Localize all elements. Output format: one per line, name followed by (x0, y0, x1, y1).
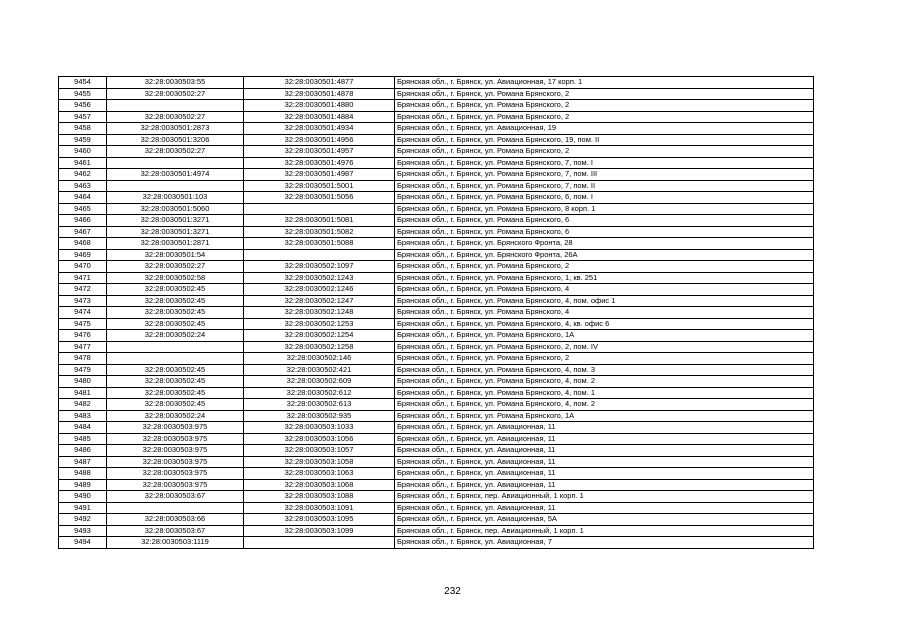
table-row (59, 537, 814, 549)
object-cadastral-number-cell (244, 249, 395, 261)
object-cadastral-number-cell: 32:28:0030502:935 (244, 410, 395, 422)
row-number-cell: 9488 (59, 468, 107, 480)
table-row (59, 330, 814, 342)
address-cell: Брянская обл., г. Брянск, ул. Романа Брянского, 7, пом. II (395, 180, 814, 192)
object-cadastral-number-cell: 32:28:0030501:4884 (244, 111, 395, 123)
row-number-cell: 9481 (59, 387, 107, 399)
land-plot-cadastral-number-cell: 32:28:0030502:58 (107, 272, 244, 284)
row-number-cell: 9487 (59, 456, 107, 468)
table-row (59, 157, 814, 169)
land-plot-cadastral-number-cell: 32:28:0030501:103 (107, 192, 244, 204)
address-cell: Брянская обл., г. Брянск, ул. Авиационная, 11 (395, 456, 814, 468)
row-number-cell: 9470 (59, 261, 107, 273)
table-row (59, 468, 814, 480)
row-number-cell: 9455 (59, 88, 107, 100)
land-plot-cadastral-number-cell: 32:28:0030503:975 (107, 468, 244, 480)
address-cell: Брянская обл., г. Брянск, ул. Романа Брянского, 1, кв. 251 (395, 272, 814, 284)
table-row (59, 445, 814, 457)
address-cell: Брянская обл., г. Брянск, ул. Романа Брянского, 2 (395, 88, 814, 100)
address-cell: Брянская обл., г. Брянск, ул. Романа Брянского, 19, пом. II (395, 134, 814, 146)
table-row (59, 422, 814, 434)
object-cadastral-number-cell: 32:28:0030501:5056 (244, 192, 395, 204)
table-row (59, 134, 814, 146)
table-row (59, 318, 814, 330)
object-cadastral-number-cell: 32:28:0030502:421 (244, 364, 395, 376)
row-number-cell: 9460 (59, 146, 107, 158)
land-plot-cadastral-number-cell: 32:28:0030502:24 (107, 410, 244, 422)
page-number: 232 (444, 586, 461, 597)
land-plot-cadastral-number-cell: 32:28:0030502:27 (107, 88, 244, 100)
address-cell: Брянская обл., г. Брянск, ул. Романа Брянского, 7, пом. III (395, 169, 814, 181)
table-row (59, 123, 814, 135)
table-row (59, 399, 814, 411)
object-cadastral-number-cell (244, 203, 395, 215)
row-number-cell: 9484 (59, 422, 107, 434)
land-plot-cadastral-number-cell: 32:28:0030501:2873 (107, 123, 244, 135)
land-plot-cadastral-number-cell: 32:28:0030503:67 (107, 525, 244, 537)
address-cell: Брянская обл., г. Брянск, ул. Романа Брянского, 2 (395, 261, 814, 273)
address-cell: Брянская обл., г. Брянск, ул. Романа Брянского, 2, пом. IV (395, 341, 814, 353)
land-plot-cadastral-number-cell: 32:28:0030502:45 (107, 376, 244, 388)
table-row (59, 387, 814, 399)
object-cadastral-number-cell: 32:28:0030501:4987 (244, 169, 395, 181)
table-row (59, 479, 814, 491)
row-number-cell: 9463 (59, 180, 107, 192)
address-cell: Брянская обл., г. Брянск, ул. Романа Брянского, 6 (395, 215, 814, 227)
land-plot-cadastral-number-cell: 32:28:0030503:975 (107, 445, 244, 457)
address-cell: Брянская обл., г. Брянск, пер. Авиационный, 1 корп. 1 (395, 525, 814, 537)
land-plot-cadastral-number-cell: 32:28:0030502:45 (107, 295, 244, 307)
row-number-cell: 9482 (59, 399, 107, 411)
address-cell: Брянская обл., г. Брянск, ул. Авиационная, 5А (395, 514, 814, 526)
address-cell: Брянская обл., г. Брянск, пер. Авиационный, 1 корп. 1 (395, 491, 814, 503)
address-cell: Брянская обл., г. Брянск, ул. Брянского Фронта, 28 (395, 238, 814, 250)
object-cadastral-number-cell: 32:28:0030501:4976 (244, 157, 395, 169)
row-number-cell: 9493 (59, 525, 107, 537)
table-row (59, 215, 814, 227)
table-row (59, 272, 814, 284)
address-cell: Брянская обл., г. Брянск, ул. Авиационная, 11 (395, 479, 814, 491)
land-plot-cadastral-number-cell: 32:28:0030502:27 (107, 261, 244, 273)
land-plot-cadastral-number-cell (107, 180, 244, 192)
address-cell: Брянская обл., г. Брянск, ул. Романа Брянского, 7, пом. I (395, 157, 814, 169)
land-plot-cadastral-number-cell (107, 341, 244, 353)
row-number-cell: 9474 (59, 307, 107, 319)
table-row (59, 364, 814, 376)
object-cadastral-number-cell: 32:28:0030503:1063 (244, 468, 395, 480)
table-row (59, 353, 814, 365)
address-cell: Брянская обл., г. Брянск, ул. Романа Брянского, 4, пом. 1 (395, 387, 814, 399)
address-cell: Брянская обл., г. Брянск, ул. Романа Брянского, 6, пом. I (395, 192, 814, 204)
row-number-cell: 9475 (59, 318, 107, 330)
address-cell: Брянская обл., г. Брянск, ул. Брянского Фронта, 26А (395, 249, 814, 261)
address-cell: Брянская обл., г. Брянск, ул. Романа Брянского, 4, пом. офис 1 (395, 295, 814, 307)
land-plot-cadastral-number-cell: 32:28:0030501:3206 (107, 134, 244, 146)
land-plot-cadastral-number-cell: 32:28:0030501:3271 (107, 215, 244, 227)
land-plot-cadastral-number-cell: 32:28:0030502:24 (107, 330, 244, 342)
address-cell: Брянская обл., г. Брянск, ул. Романа Брянского, 4, пом. 2 (395, 376, 814, 388)
table-row (59, 238, 814, 250)
row-number-cell: 9467 (59, 226, 107, 238)
row-number-cell: 9454 (59, 77, 107, 89)
address-cell: Брянская обл., г. Брянск, ул. Романа Брянского, 1А (395, 330, 814, 342)
address-cell: Брянская обл., г. Брянск, ул. Авиационная, 11 (395, 502, 814, 514)
address-cell: Брянская обл., г. Брянск, ул. Романа Брянского, 2 (395, 100, 814, 112)
row-number-cell: 9476 (59, 330, 107, 342)
table-row (59, 77, 814, 89)
row-number-cell: 9494 (59, 537, 107, 549)
table-row (59, 525, 814, 537)
land-plot-cadastral-number-cell: 32:28:0030502:45 (107, 387, 244, 399)
object-cadastral-number-cell: 32:28:0030502:1097 (244, 261, 395, 273)
land-plot-cadastral-number-cell: 32:28:0030502:45 (107, 364, 244, 376)
land-plot-cadastral-number-cell: 32:28:0030501:2871 (107, 238, 244, 250)
address-cell: Брянская обл., г. Брянск, ул. Романа Брянского, 4, пом. 2 (395, 399, 814, 411)
land-plot-cadastral-number-cell (107, 502, 244, 514)
table-row (59, 261, 814, 273)
object-cadastral-number-cell: 32:28:0030502:1246 (244, 284, 395, 296)
row-number-cell: 9478 (59, 353, 107, 365)
object-cadastral-number-cell: 32:28:0030501:4957 (244, 146, 395, 158)
object-cadastral-number-cell (244, 537, 395, 549)
address-cell: Брянская обл., г. Брянск, ул. Авиационная, 19 (395, 123, 814, 135)
land-plot-cadastral-number-cell: 32:28:0030501:54 (107, 249, 244, 261)
object-cadastral-number-cell: 32:28:0030502:612 (244, 387, 395, 399)
row-number-cell: 9479 (59, 364, 107, 376)
cadastral-table (58, 76, 814, 549)
table-row (59, 226, 814, 238)
land-plot-cadastral-number-cell: 32:28:0030503:55 (107, 77, 244, 89)
address-cell: Брянская обл., г. Брянск, ул. Романа Брянского, 4 (395, 307, 814, 319)
row-number-cell: 9480 (59, 376, 107, 388)
object-cadastral-number-cell: 32:28:0030501:4956 (244, 134, 395, 146)
land-plot-cadastral-number-cell: 32:28:0030501:3271 (107, 226, 244, 238)
address-cell: Брянская обл., г. Брянск, ул. Романа Брянского, 8 корп. 1 (395, 203, 814, 215)
table-row (59, 146, 814, 158)
object-cadastral-number-cell: 32:28:0030502:1253 (244, 318, 395, 330)
row-number-cell: 9477 (59, 341, 107, 353)
address-cell: Брянская обл., г. Брянск, ул. Романа Брянского, 4 (395, 284, 814, 296)
object-cadastral-number-cell: 32:28:0030501:4880 (244, 100, 395, 112)
row-number-cell: 9459 (59, 134, 107, 146)
table-row (59, 456, 814, 468)
address-cell: Брянская обл., г. Брянск, ул. Романа Брянского, 2 (395, 111, 814, 123)
row-number-cell: 9485 (59, 433, 107, 445)
row-number-cell: 9465 (59, 203, 107, 215)
land-plot-cadastral-number-cell (107, 353, 244, 365)
land-plot-cadastral-number-cell: 32:28:0030503:1119 (107, 537, 244, 549)
table-row (59, 341, 814, 353)
land-plot-cadastral-number-cell: 32:28:0030503:67 (107, 491, 244, 503)
object-cadastral-number-cell: 32:28:0030502:609 (244, 376, 395, 388)
land-plot-cadastral-number-cell: 32:28:0030502:45 (107, 284, 244, 296)
row-number-cell: 9490 (59, 491, 107, 503)
address-cell: Брянская обл., г. Брянск, ул. Авиационная, 11 (395, 468, 814, 480)
object-cadastral-number-cell: 32:28:0030501:4934 (244, 123, 395, 135)
land-plot-cadastral-number-cell: 32:28:0030501:5060 (107, 203, 244, 215)
object-cadastral-number-cell: 32:28:0030502:146 (244, 353, 395, 365)
object-cadastral-number-cell: 32:28:0030501:4877 (244, 77, 395, 89)
land-plot-cadastral-number-cell: 32:28:0030502:27 (107, 146, 244, 158)
row-number-cell: 9457 (59, 111, 107, 123)
table-row (59, 192, 814, 204)
object-cadastral-number-cell: 32:28:0030502:1258 (244, 341, 395, 353)
table-row (59, 376, 814, 388)
address-cell: Брянская обл., г. Брянск, ул. Авиационная, 11 (395, 422, 814, 434)
row-number-cell: 9472 (59, 284, 107, 296)
land-plot-cadastral-number-cell: 32:28:0030503:975 (107, 479, 244, 491)
land-plot-cadastral-number-cell: 32:28:0030503:975 (107, 422, 244, 434)
row-number-cell: 9492 (59, 514, 107, 526)
object-cadastral-number-cell: 32:28:0030503:1056 (244, 433, 395, 445)
table-row (59, 295, 814, 307)
address-cell: Брянская обл., г. Брянск, ул. Романа Брянского, 2 (395, 146, 814, 158)
row-number-cell: 9483 (59, 410, 107, 422)
object-cadastral-number-cell: 32:28:0030501:4878 (244, 88, 395, 100)
object-cadastral-number-cell: 32:28:0030503:1033 (244, 422, 395, 434)
table-row (59, 284, 814, 296)
address-cell: Брянская обл., г. Брянск, ул. Авиационная, 17 корп. 1 (395, 77, 814, 89)
land-plot-cadastral-number-cell: 32:28:0030503:975 (107, 456, 244, 468)
object-cadastral-number-cell: 32:28:0030501:5088 (244, 238, 395, 250)
object-cadastral-number-cell: 32:28:0030501:5082 (244, 226, 395, 238)
table-row (59, 180, 814, 192)
land-plot-cadastral-number-cell: 32:28:0030503:66 (107, 514, 244, 526)
row-number-cell: 9456 (59, 100, 107, 112)
object-cadastral-number-cell: 32:28:0030502:1247 (244, 295, 395, 307)
table-row (59, 88, 814, 100)
table-row (59, 410, 814, 422)
row-number-cell: 9461 (59, 157, 107, 169)
object-cadastral-number-cell: 32:28:0030502:613 (244, 399, 395, 411)
land-plot-cadastral-number-cell: 32:28:0030502:27 (107, 111, 244, 123)
address-cell: Брянская обл., г. Брянск, ул. Романа Брянского, 2 (395, 353, 814, 365)
object-cadastral-number-cell: 32:28:0030502:1254 (244, 330, 395, 342)
object-cadastral-number-cell: 32:28:0030503:1091 (244, 502, 395, 514)
land-plot-cadastral-number-cell (107, 157, 244, 169)
object-cadastral-number-cell: 32:28:0030503:1088 (244, 491, 395, 503)
row-number-cell: 9468 (59, 238, 107, 250)
land-plot-cadastral-number-cell (107, 100, 244, 112)
object-cadastral-number-cell: 32:28:0030503:1068 (244, 479, 395, 491)
row-number-cell: 9491 (59, 502, 107, 514)
object-cadastral-number-cell: 32:28:0030503:1099 (244, 525, 395, 537)
cadastral-table-body (59, 77, 814, 549)
land-plot-cadastral-number-cell: 32:28:0030501:4974 (107, 169, 244, 181)
row-number-cell: 9469 (59, 249, 107, 261)
table-row (59, 169, 814, 181)
land-plot-cadastral-number-cell: 32:28:0030502:45 (107, 318, 244, 330)
object-cadastral-number-cell: 32:28:0030502:1243 (244, 272, 395, 284)
object-cadastral-number-cell: 32:28:0030502:1248 (244, 307, 395, 319)
table-row (59, 203, 814, 215)
table-row (59, 111, 814, 123)
land-plot-cadastral-number-cell: 32:28:0030502:45 (107, 307, 244, 319)
row-number-cell: 9471 (59, 272, 107, 284)
table-row (59, 100, 814, 112)
address-cell: Брянская обл., г. Брянск, ул. Романа Брянского, 6 (395, 226, 814, 238)
address-cell: Брянская обл., г. Брянск, ул. Романа Брянского, 1А (395, 410, 814, 422)
row-number-cell: 9473 (59, 295, 107, 307)
object-cadastral-number-cell: 32:28:0030501:5001 (244, 180, 395, 192)
object-cadastral-number-cell: 32:28:0030503:1057 (244, 445, 395, 457)
row-number-cell: 9489 (59, 479, 107, 491)
address-cell: Брянская обл., г. Брянск, ул. Авиационная, 11 (395, 445, 814, 457)
table-row (59, 249, 814, 261)
row-number-cell: 9462 (59, 169, 107, 181)
object-cadastral-number-cell: 32:28:0030501:5081 (244, 215, 395, 227)
table-row (59, 491, 814, 503)
table-row (59, 307, 814, 319)
address-cell: Брянская обл., г. Брянск, ул. Авиационная, 11 (395, 433, 814, 445)
address-cell: Брянская обл., г. Брянск, ул. Романа Брянского, 4, кв. офис 6 (395, 318, 814, 330)
table-row (59, 502, 814, 514)
row-number-cell: 9486 (59, 445, 107, 457)
row-number-cell: 9466 (59, 215, 107, 227)
land-plot-cadastral-number-cell: 32:28:0030502:45 (107, 399, 244, 411)
object-cadastral-number-cell: 32:28:0030503:1095 (244, 514, 395, 526)
table-row (59, 433, 814, 445)
table-row (59, 514, 814, 526)
row-number-cell: 9464 (59, 192, 107, 204)
address-cell: Брянская обл., г. Брянск, ул. Романа Брянского, 4, пом. 3 (395, 364, 814, 376)
land-plot-cadastral-number-cell: 32:28:0030503:975 (107, 433, 244, 445)
row-number-cell: 9458 (59, 123, 107, 135)
address-cell: Брянская обл., г. Брянск, ул. Авиационная, 7 (395, 537, 814, 549)
object-cadastral-number-cell: 32:28:0030503:1058 (244, 456, 395, 468)
